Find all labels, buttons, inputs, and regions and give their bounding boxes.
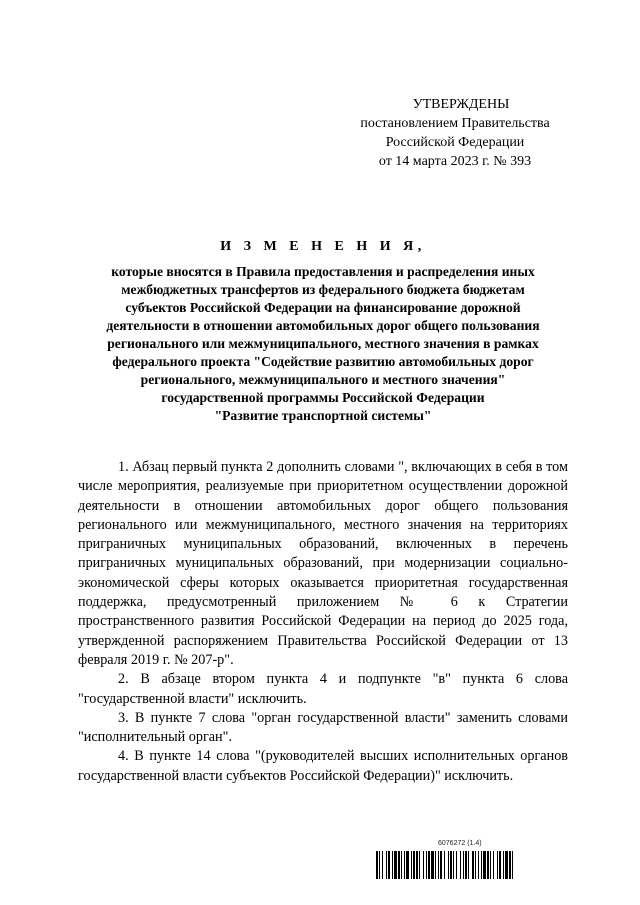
approval-line-3: от 14 марта 2023 г. № 393 [378,154,532,169]
change-item-3: 3. В пункте 7 слова "орган государственной власти" заменить словами "исполнительный орган". [78,709,568,746]
barcode-bar [468,851,469,879]
barcode-bar [435,851,436,879]
barcode-bar [475,851,476,879]
barcode-bar [386,851,387,879]
barcode-bar [394,851,397,879]
approval-line-2: Российской Федерации [385,135,525,150]
change-item-1: 1. Абзац первый пункта 2 дополнить словами ", включающих в себя в том числе мероприятия, реализуемые при приоритетном осуществлении дорожной деятельности в отношении автомобильных дорог общего пользования регионального или межмуниципального, местного значения на территориях приграничных муниципальных образований, включенных в перечень приграничных муниципальных образований, при модернизации социально-экономической сферы которых оказывается приоритетная государственная поддержка, предусмотренный приложением № 6 к Стратегии пространственного развития Российской Федерации на период до 2025 года, утвержденной распоряжением Правительства Российской Федерации от 13 февраля 2019 г. № 207-р". [78,459,568,668]
barcode-bar [416,851,418,879]
barcode-bar [438,851,439,879]
barcode-bar [503,851,504,879]
barcode-bar [413,851,415,879]
barcode-bar [493,851,494,879]
barcode-bar [450,851,452,879]
barcode-bar [481,851,482,879]
barcode-caption: 6076272 (1.4) [438,840,482,847]
barcode-bar [440,851,442,879]
change-item-4: 4. В пункте 14 слова "(руководителей высших исполнительных органов государственной власти субъектов Российской Федерации)" исключить. [78,748,568,784]
barcode-bar [423,851,424,879]
subtitle-line: федерального проекта "Содействие развитию автомобильных дорог [112,354,534,369]
barcode-bar [509,851,511,879]
barcode-bar [382,851,383,879]
barcode-bar [490,851,491,879]
barcode [376,840,572,880]
approval-stamp [340,95,570,171]
barcode-bar [487,851,489,879]
barcode-bar [398,851,400,879]
barcode-bar [453,851,454,879]
barcode-bar [419,851,420,879]
barcode-bar [456,851,457,879]
barcode-bar [463,851,464,879]
barcode-bar [406,851,409,879]
document-body [78,458,568,786]
barcode-bar [404,851,405,879]
approval-title: УТВЕРЖДЕНЫ [412,97,510,112]
barcode-bar [472,851,474,879]
barcode-bar [376,851,378,879]
approval-line-1: постановлением Правительства [360,116,550,131]
barcode-bar [512,851,513,879]
barcode-bar [388,851,390,879]
subtitle-line: "Развитие транспортной системы" [214,408,432,423]
barcode-bar [505,851,508,879]
barcode-bar [478,851,479,879]
barcode-icon [376,851,572,879]
change-item-2: 2. В абзаце втором пункта 4 и подпункте "в" пункта 6 слова "государственной власти" исключить. [78,671,568,707]
subtitle-line: регионального, межмуниципального и местного значения" [140,372,506,387]
document-heading: И З М Е Н Е Н И Я, [220,239,426,254]
barcode-bar [401,851,402,879]
barcode-bar [483,851,486,879]
subtitle-line: деятельности в отношении автомобильных дорог общего пользования [106,318,540,333]
barcode-bar [428,851,430,879]
subtitle-line: субъектов Российской Федерации на финансирование дорожной [125,300,521,315]
barcode-bar [448,851,449,879]
barcode-bar [426,851,427,879]
subtitle-line: межбюджетных трансфертов из федерального бюджета бюджетам [121,282,525,297]
document-subtitle [78,263,568,425]
barcode-bar [411,851,412,879]
barcode-bar [465,851,467,879]
barcode-bar [392,851,393,879]
barcode-bar [431,851,434,879]
barcode-bar [497,851,498,879]
barcode-bar [460,851,461,879]
subtitle-line: регионального или межмуниципального, местного значения в рамках [107,336,539,351]
barcode-bar [499,851,501,879]
barcode-bar [444,851,445,879]
subtitle-line: государственной программы Российской Федерации [161,390,485,405]
barcode-bar [379,851,380,879]
subtitle-line: которые вносятся в Правила предоставления и распределения иных [111,264,535,279]
